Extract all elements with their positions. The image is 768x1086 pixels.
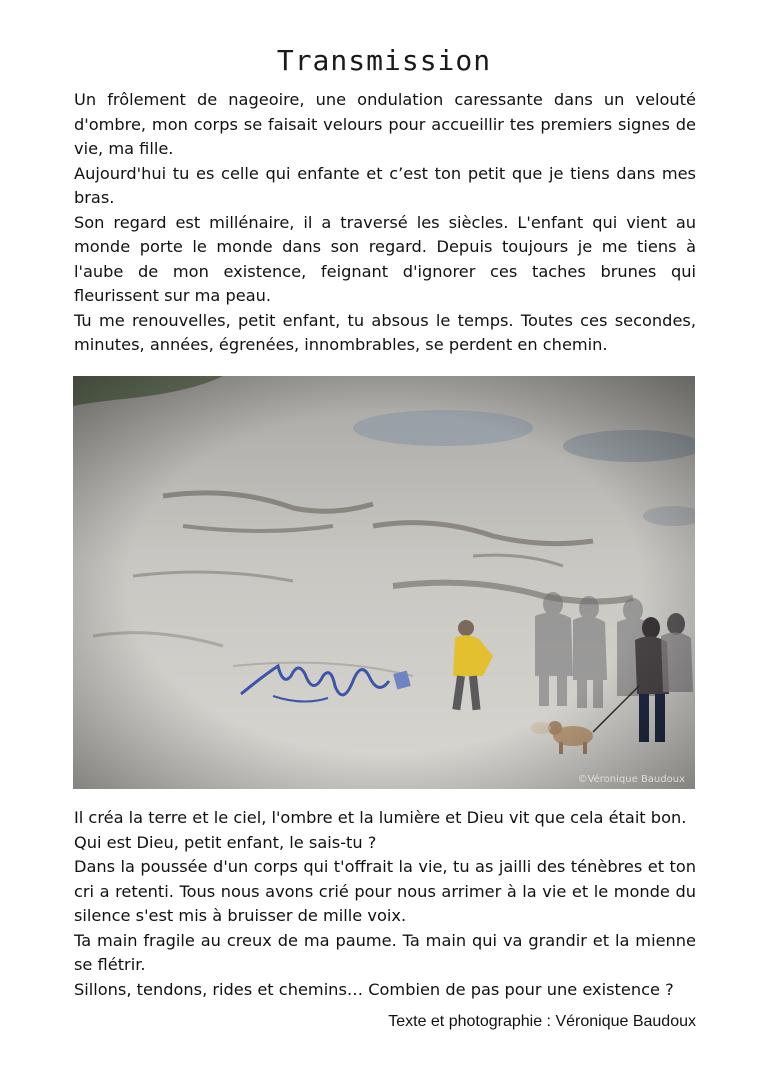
paragraph: Sillons, tendons, rides et chemins… Combien de pas pour une existence ? bbox=[74, 979, 674, 999]
bottom-text-block bbox=[74, 806, 696, 1002]
paragraph: Qui est Dieu, petit enfant, le sais-tu ? bbox=[74, 832, 377, 852]
paragraph: Dans la poussée d'un corps qui t'offrait la vie, tu as jailli des ténèbres et ton cri a retenti. Tous nous avons crié pour nous arrimer à la vie et le monde du silence s'est mis à bruisser de mille voix. bbox=[74, 857, 696, 925]
paragraph: Il créa la terre et le ciel, l'ombre et la lumière et Dieu vit que cela était bon. bbox=[74, 808, 687, 827]
photo-watermark: ©Véronique Baudoux bbox=[577, 774, 685, 785]
paragraph: Aujourd'hui tu es celle qui enfante et c’est ton petit que je tiens dans mes bras. bbox=[74, 163, 696, 207]
credit-line: Texte et photographie : Véronique Baudoux bbox=[388, 1013, 696, 1030]
paragraph: Tu me renouvelles, petit enfant, tu absous le temps. Toutes ces secondes, minutes, années, égrenées, innombrables, se perdent en chemin. bbox=[74, 310, 696, 354]
page-title: Transmission bbox=[276, 44, 492, 77]
paragraph: Ta main fragile au creux de ma paume. Ta main qui va grandir et la mienne se flétrir. bbox=[74, 930, 696, 974]
beach-photograph bbox=[73, 376, 695, 789]
paragraph: Son regard est millénaire, il a traversé les siècles. L'enfant qui vient au monde porte le monde dans son regard. Depuis toujours je me tiens à l'aube de mon existence, feignant d'ignorer ces taches brunes qui fleurissent sur ma peau. bbox=[74, 212, 696, 305]
paragraph: Un frôlement de nageoire, une ondulation caressante dans un velouté d'ombre, mon corps se faisait velours pour accueillir tes premiers signes de vie, ma fille. bbox=[74, 90, 696, 158]
top-text-block bbox=[74, 88, 696, 358]
